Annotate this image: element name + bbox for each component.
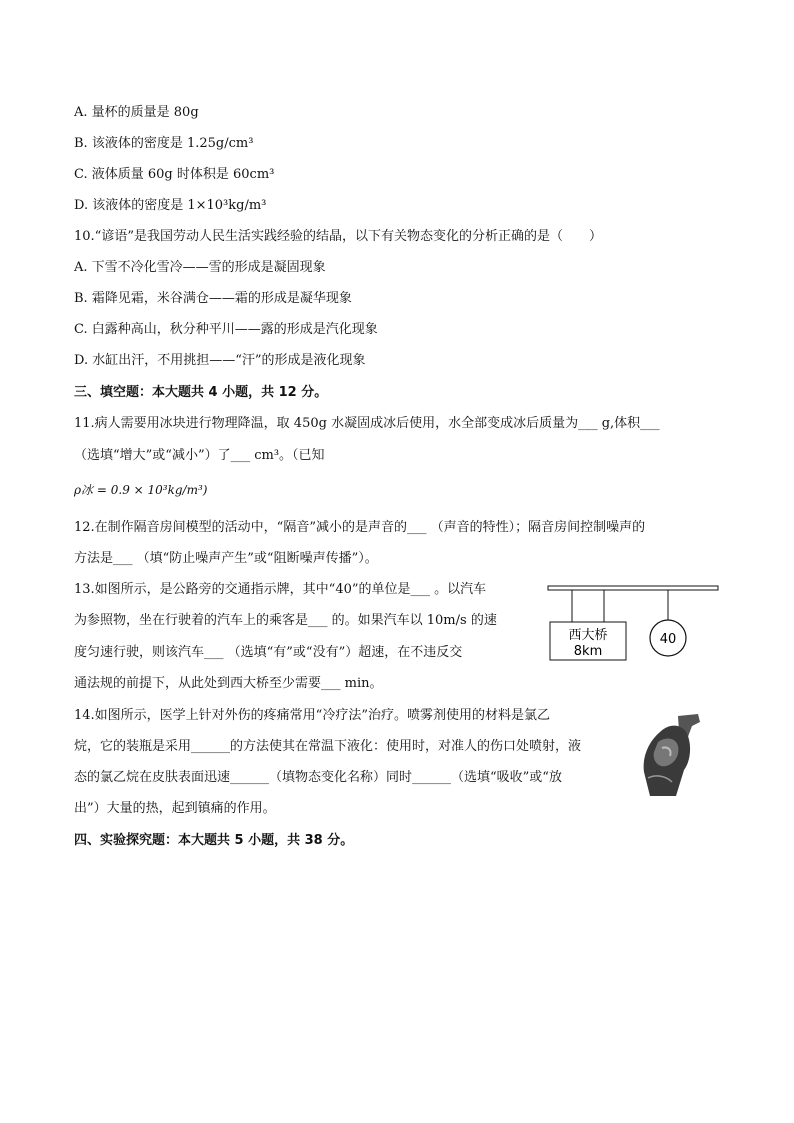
q12-line-1: 12.在制作隔音房间模型的活动中，“隔音”减小的是声音的___ （声音的特性）；隔音房间控制噪声的 xyxy=(74,520,646,535)
q11-line-1: 11.病人需要用冰块进行物理降温，取 450g 水凝固成冰后使用，水全部变成冰后质量为___ g,体积___ xyxy=(74,416,660,431)
q9-option-c: C. 液体质量 60g 时体积是 60cm³ xyxy=(74,167,275,182)
q9-option-a: A. 量杯的质量是 80g xyxy=(74,105,199,120)
q13-line-3: 度匀速行驶，则该汽车___ （选填“有”或“没有”）超速，在不违反交 xyxy=(74,645,463,660)
q13-line-1: 13.如图所示，是公路旁的交通指示牌，其中“40”的单位是___ 。以汽车 xyxy=(74,582,487,597)
q9-option-b: B. 该液体的密度是 1.25g/cm³ xyxy=(74,136,254,151)
q11-line-2: （选填“增大”或“减小”）了___ cm³。（已知 xyxy=(74,448,325,463)
speed-limit-text: 40 xyxy=(659,632,677,647)
q14-line-2: 烷，它的装瓶是采用______的方法使其在常温下液化：使用时，对准人的伤口处喷射，液 xyxy=(74,739,582,754)
q13-line-2: 为参照物，坐在行驶着的汽车上的乘客是___ 的。如果汽车以 10m/s 的速 xyxy=(74,613,497,628)
sign-place-text: 西大桥 xyxy=(568,628,608,643)
q10-option-a: A. 下雪不冷化雪冷——雪的形成是凝固现象 xyxy=(74,260,326,275)
q9-option-d: D. 该液体的密度是 1×10³kg/m³ xyxy=(74,198,267,213)
q10-option-d: D. 水缸出汗，不用挑担——“汗”的形成是液化现象 xyxy=(74,353,366,368)
traffic-sign-figure xyxy=(546,582,721,666)
q12-line-2: 方法是___ （填“防止噪声产生”或“阻断噪声传播”）。 xyxy=(74,551,378,566)
q11-density-formula: ρ冰 = 0.9 × 10³kg/m³) xyxy=(74,483,208,497)
sign-distance-text: 8km xyxy=(573,644,603,659)
section-3-heading: 三、填空题：本大题共 4 小题，共 12 分。 xyxy=(74,385,328,400)
sign-top-bar xyxy=(548,586,718,590)
q14-line-1: 14.如图所示，医学上针对外伤的疼痛常用“冷疗法”治疗。喷雾剂使用的材料是氯乙 xyxy=(74,708,550,723)
q14-line-4: 出”）大量的热，起到镇痛的作用。 xyxy=(74,801,276,816)
q10-option-c: C. 白露种高山，秋分种平川——露的形成是汽化现象 xyxy=(74,322,378,337)
section-4-heading: 四、实验探究题：本大题共 5 小题，共 38 分。 xyxy=(74,833,354,848)
q10-option-b: B. 霜降见霜，米谷满仓——霜的形成是凝华现象 xyxy=(74,291,352,306)
spray-hand-illustration xyxy=(640,712,710,798)
q13-line-4: 通法规的前提下，从此处到西大桥至少需要___ min。 xyxy=(74,676,383,691)
q10-stem: 10.“谚语”是我国劳动人民生活实践经验的结晶，以下有关物态变化的分析正确的是（ ） xyxy=(74,229,602,244)
q14-line-3: 态的氯乙烷在皮肤表面迅速______（填物态变化名称）同时______（选填“吸收”或“放 xyxy=(74,770,562,785)
